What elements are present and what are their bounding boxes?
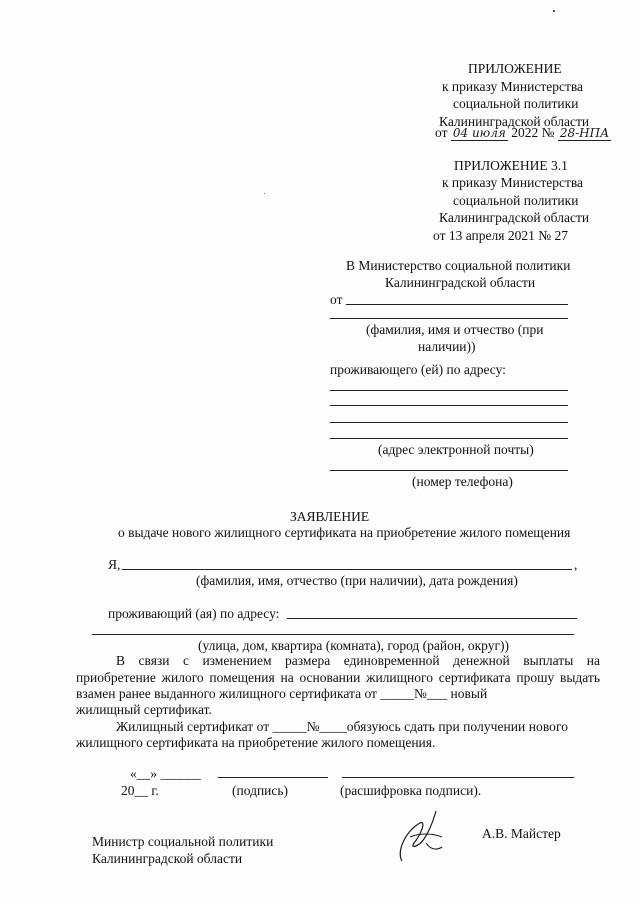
header1-date-prefix: от — [435, 125, 448, 140]
addressee-line1: В Министерство социальной политики — [346, 258, 571, 273]
fio-underline — [330, 318, 568, 319]
address-label: проживающий (ая) по адресу: — [108, 606, 280, 621]
signature-caption: (подпись) — [232, 783, 289, 798]
minister-title-1: Министр социальной политики — [92, 834, 274, 849]
header2-line2: социальной политики — [453, 193, 579, 208]
decode-caption: (расшифровка подписи). — [340, 783, 482, 798]
paragraph-1 — [76, 653, 600, 703]
year: 20__ г. — [121, 783, 159, 798]
address-line-4 — [330, 438, 568, 439]
addressee-line2: Калининградской области — [385, 275, 536, 290]
minister-title-2: Калининградской области — [92, 851, 243, 866]
header1-line2: социальной политики — [453, 96, 579, 111]
paragraph-2-last: жилищного сертификата на приобретение жилого помещения. — [76, 735, 436, 750]
decode-underline — [342, 777, 574, 778]
header1-number-handwritten: 28-НПА — [559, 126, 610, 140]
signature-mark — [392, 803, 452, 865]
header2-line1: к приказу Министерства — [442, 175, 584, 190]
scan-speck — [553, 10, 555, 12]
phone-caption: (номер телефона) — [412, 474, 513, 489]
scan-speck — [264, 193, 265, 194]
i-underline — [122, 569, 572, 570]
header2-line4: от 13 апреля 2021 № 27 — [433, 228, 568, 243]
header1-date-row — [435, 125, 611, 141]
header1-date-year: 2022 № — [511, 125, 555, 140]
address-caption: (улица, дом, квартира (комната), город (район, округ)) — [198, 638, 510, 653]
fio-caption-1: (фамилия, имя и отчество (при — [366, 322, 544, 337]
fio-caption-2: наличии)) — [418, 339, 476, 354]
paragraph-1-last: жилищный сертификат. — [76, 702, 212, 717]
header1-line1: к приказу Министерства — [442, 79, 584, 94]
email-caption: (адрес электронной почты) — [378, 442, 534, 457]
i-suffix: , — [574, 557, 578, 572]
address-line-3 — [330, 422, 568, 423]
header1-line3: Калининградской области — [439, 114, 590, 129]
header2-title: ПРИЛОЖЕНИЕ 3.1 — [454, 158, 568, 173]
residing-label: проживающего (ей) по адресу: — [330, 362, 506, 377]
paragraph-1-text: В связи с изменением размера единовременной денежной выплаты на приобретение жилого помещения на основании жилищного сертификата прошу выдать взамен ранее выданного жилищного сертификата от _____№___ новый — [76, 653, 600, 701]
address-underline-1 — [287, 618, 577, 619]
i-prefix: Я, — [108, 557, 121, 572]
i-caption: (фамилия, имя, отчество (при наличии), дата рождения) — [196, 573, 518, 588]
header1-date-handwritten: 04 июля — [452, 126, 506, 140]
address-underline-2 — [92, 634, 574, 635]
minister-name: А.В. Майстер — [482, 826, 561, 841]
signature-underline — [218, 777, 328, 778]
document-title: ЗАЯВЛЕНИЕ — [290, 509, 370, 524]
paragraph-2: Жилищный сертификат от _____№____обязуюсь сдать при получении нового — [116, 719, 569, 734]
document-subtitle: о выдаче нового жилищного сертификата на приобретение жилого помещения — [118, 525, 571, 540]
from-underline — [346, 304, 568, 305]
address-line-1 — [330, 390, 568, 391]
addressee-from: от — [330, 292, 343, 307]
address-line-2 — [330, 405, 568, 406]
date-quotes: «__» ______ — [130, 766, 201, 781]
header2-line3: Калининградской области — [439, 210, 590, 225]
header1-title: ПРИЛОЖЕНИЕ — [468, 61, 562, 76]
phone-underline — [330, 470, 568, 471]
